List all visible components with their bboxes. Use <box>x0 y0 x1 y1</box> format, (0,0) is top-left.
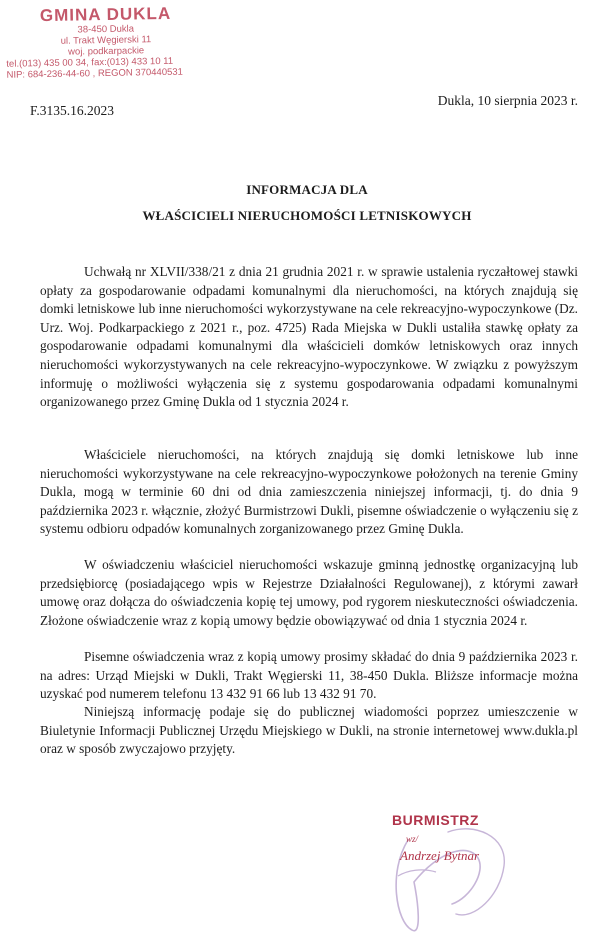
paragraph-text: Pisemne oświadczenia wraz z kopią umowy prosimy składać do dnia 9 października 2023 r. na adres: Urząd Miejski w Dukli, Trakt Węgierski 11, 38-450 Dukla. Bliższe informacje można uzyskać pod numerem telefonu 13 432 91 66 lub 13 432 91 70. <box>40 649 578 702</box>
paragraph-2 <box>40 446 578 539</box>
signature-title: BURMISTRZ <box>392 812 479 828</box>
stamp-street: ul. Trakt Węgierski 11 <box>60 34 152 47</box>
signature-name: Andrzej Bytnar <box>400 848 480 863</box>
signature-block <box>378 812 578 942</box>
paragraph-text: Niniejszą informację podaje się do publicznej wiadomości poprzez umieszczenie w Biuletynie Informacji Publicznej Urzędu Miejskiego w Dukli, na stronie internetowej www.dukla.pl oraz w sposób zwyczajowo przyjęty. <box>40 704 578 757</box>
office-stamp <box>5 4 206 80</box>
stamp-postal: 38-450 Dukla <box>77 23 135 36</box>
heading-line-2: WŁAŚCICIELI NIERUCHOMOŚCI LETNISKOWYCH <box>142 208 472 223</box>
paragraph-text: Właściciele nieruchomości, na których znajdują się domki letniskowe lub inne nieruchomości wykorzystywane na cele rekreacyjno-wypoczynkowe położonych na terenie Gminy Dukla, mogą w terminie 60 dni od dnia zamieszczenia niniejszej informacji, tj. do dnia 9 października 2023 r. włącznie, złożyć Burmistrzowi Dukli, pisemne oświadczenie o wyłączeniu się z systemu odbioru odpadów komunalnych zorganizowanego przez Gminę Dukla. <box>40 447 578 537</box>
reference-number: F.3135.16.2023 <box>30 103 115 118</box>
stamp-title: GMINA DUKLA <box>39 3 172 26</box>
paragraph-1 <box>40 263 578 412</box>
heading-line-1: INFORMACJA DLA <box>246 182 368 197</box>
paragraph-3 <box>40 556 578 630</box>
paragraph-5 <box>40 703 578 759</box>
stamp-phone: tel.(013) 435 00 34, fax:(013) 433 10 11 <box>6 55 174 70</box>
paragraph-text: W oświadczeniu właściciel nieruchomości wskazuje gminną jednostkę organizacyjną lub przedsiębiorcę (posiadającego wpis w Rejestrze Działalności Regulowanej), z którymi zawarł umowę oraz dołącza do oświadczenia kopię tej umowy, pod rygorem nieskuteczności oświadczenia. Złożone oświadczenie wraz z kopią umowy będzie obowiązywać od dnia 1 stycznia 2024 r. <box>40 557 578 628</box>
paragraph-text: Uchwałą nr XLVII/338/21 z dnia 21 grudnia 2021 r. w sprawie ustalenia ryczałtowej stawki opłaty za gospodarowanie odpadami komunalnymi dla nieruchomości, na których znajdują się domki letniskowe lub inne nieruchomości wykorzystywane na cele rekreacyjno-wypoczynkowe (Dz. Urz. Woj. Podkarpackiego z 2021 r., poz. 4725) Rada Miejska w Dukli ustaliła stawkę opłaty za gospodarowanie odpadami komunalnymi dla właścicieli domków letniskowych oraz innych nieruchomości wykorzystywanych na cele rekreacyjno-wypoczynkowe. W związku z powyższym informuję o możliwości wyłączenia się z systemu gospodarowania odpadami komunalnymi organizowanego przez Gminę Dukla od 1 stycznia 2024 r. <box>40 264 578 410</box>
document-date: Dukla, 10 sierpnia 2023 r. <box>437 93 578 108</box>
stamp-ids: NIP: 684-236-44-60 , REGON 370440531 <box>6 66 184 81</box>
handwritten-signature <box>378 812 578 942</box>
signature-prefix: wz/ <box>406 834 419 844</box>
stamp-region: woj. podkarpackie <box>68 45 145 58</box>
paragraph-4 <box>40 648 578 704</box>
